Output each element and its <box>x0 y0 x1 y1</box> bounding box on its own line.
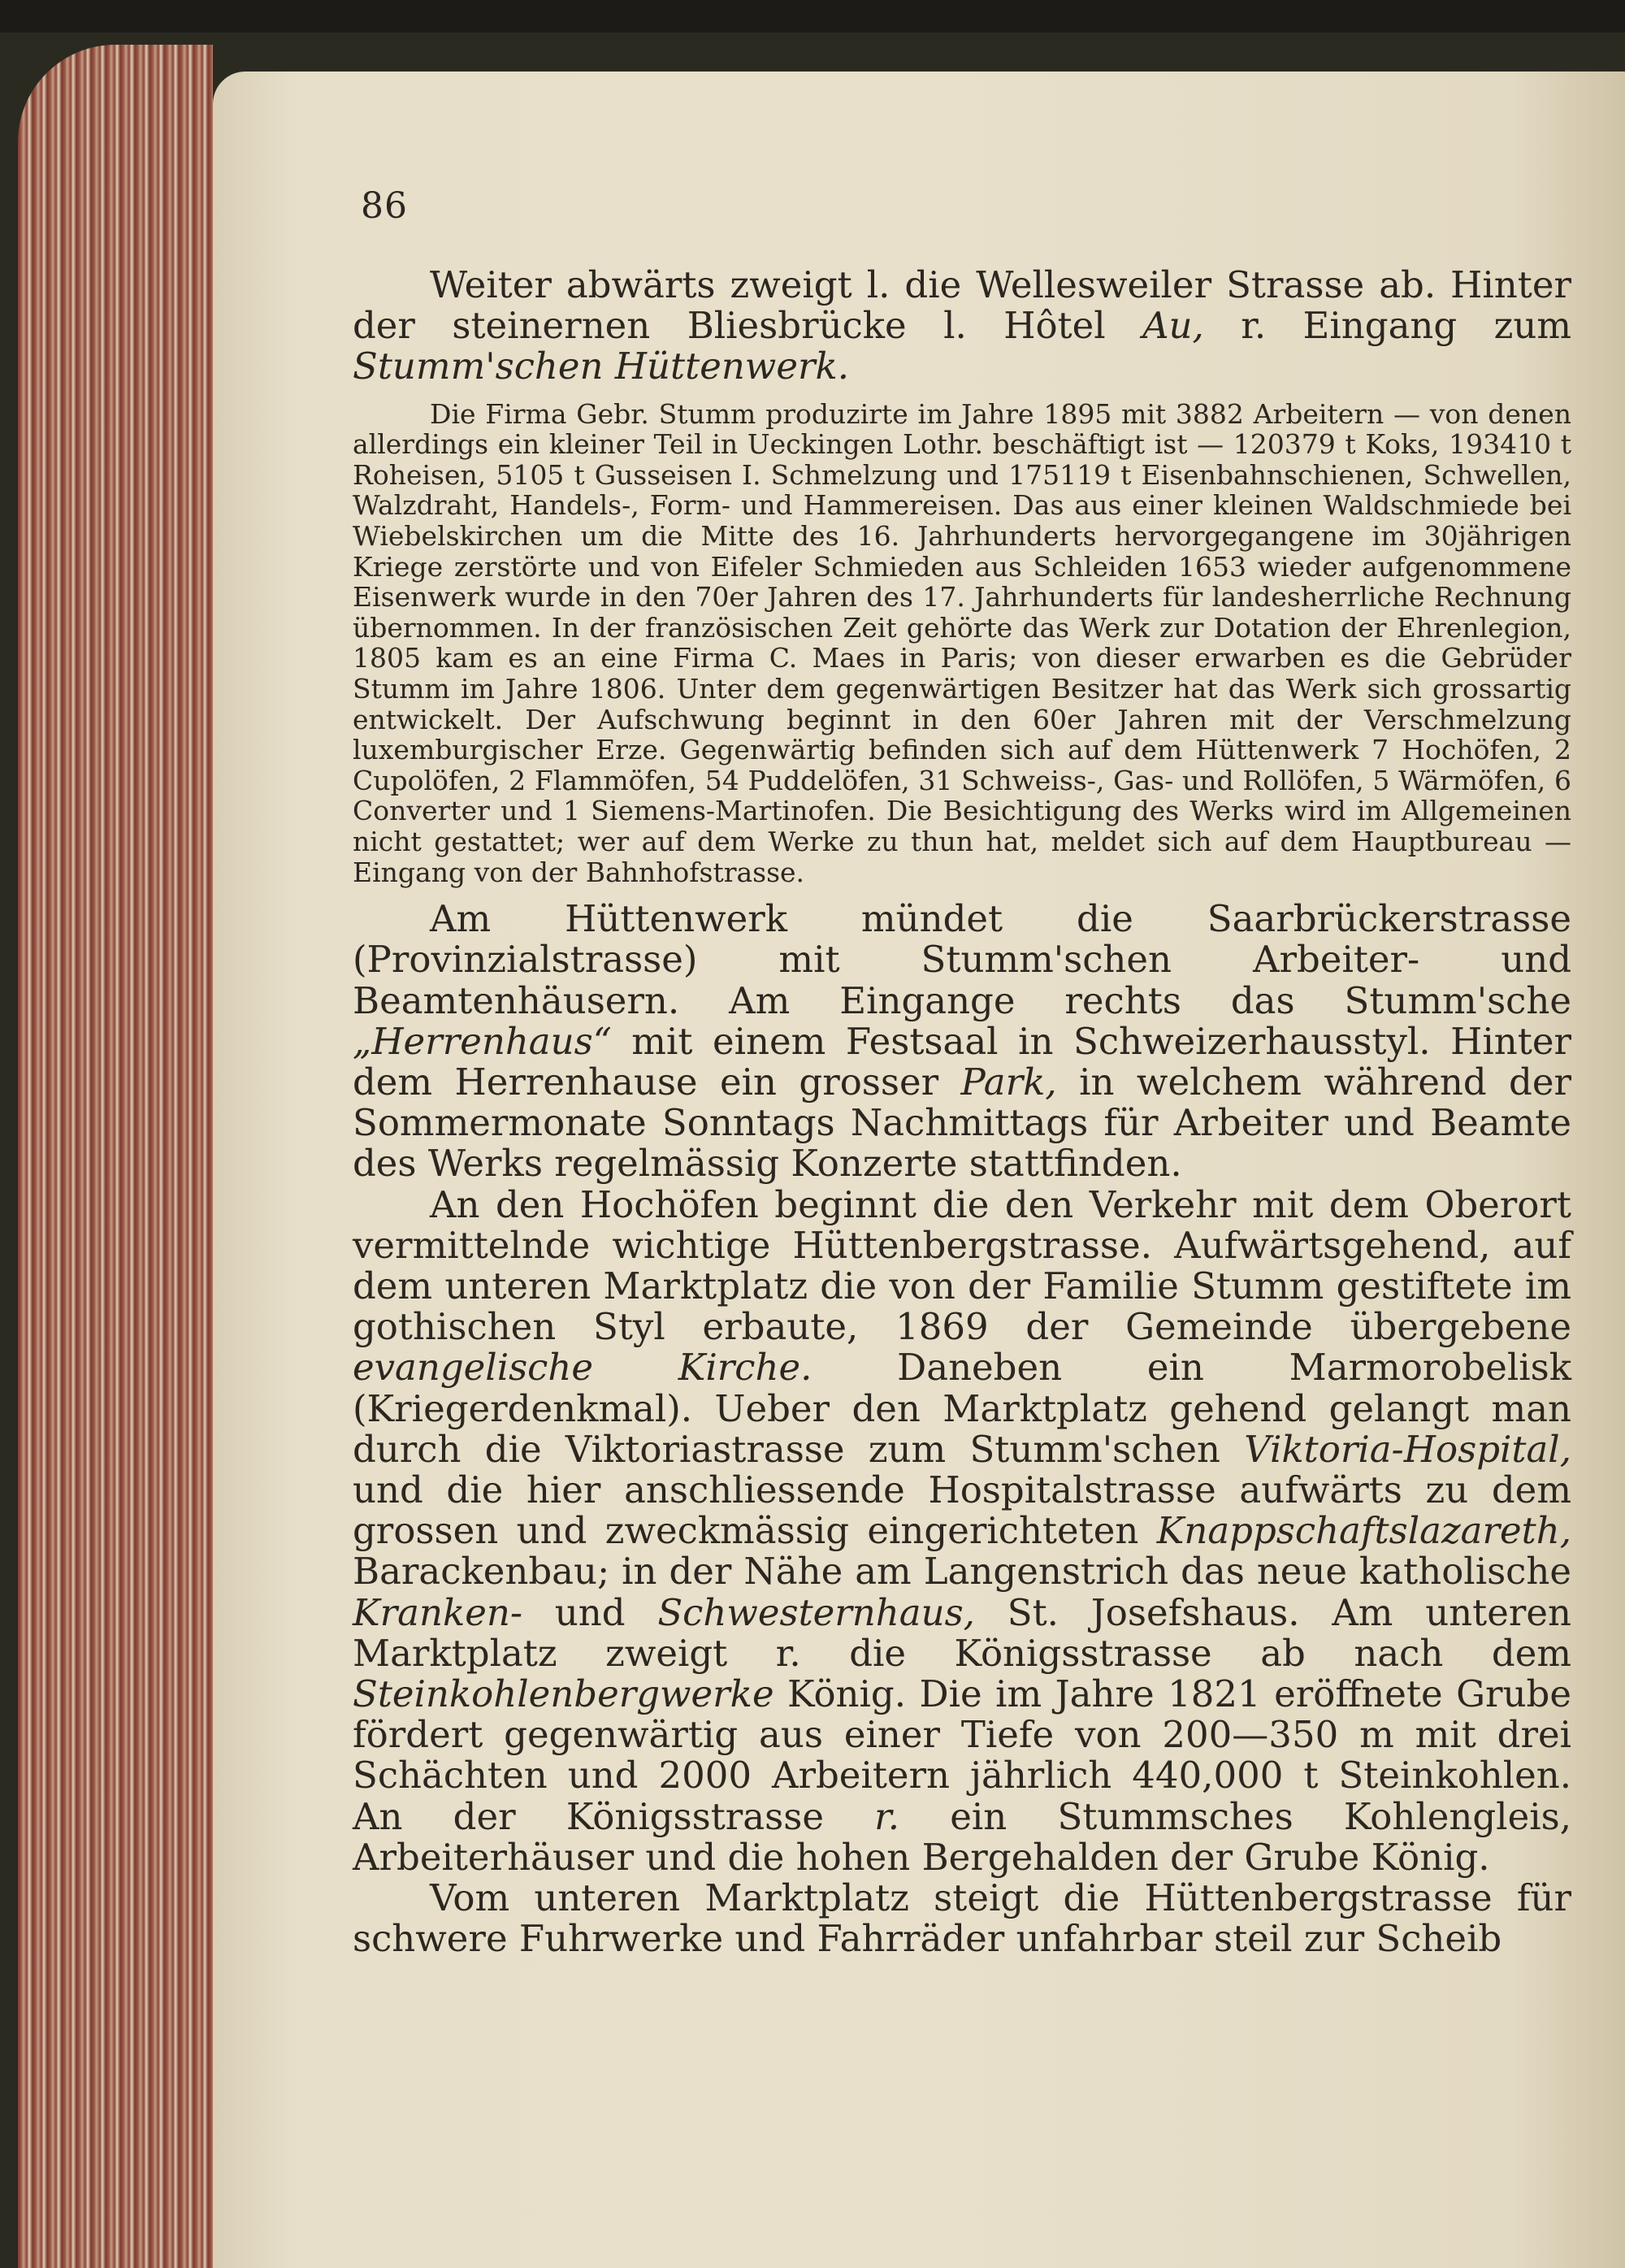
paragraph <box>353 1878 1571 1959</box>
text-run: Barackenbau; in der Nähe am Langenstrich das neue katholische <box>353 1550 1571 1594</box>
paragraph <box>353 899 1571 1184</box>
italic-run: Au, <box>1142 304 1204 348</box>
text-run: Daneben ein Marmorobelisk (Kriegerdenkmal). Ueber den Marktplatz gehend gelangt man durch die Viktoriastrasse zum Stumm'schen <box>353 1346 1571 1471</box>
page-number: 86 <box>361 185 408 227</box>
text-run: und die hier anschliessende Hospitalstrasse aufwärts zu dem grossen und zweckmässig eingerichteten <box>353 1468 1571 1553</box>
text-run: ein Stummsches Kohlengleis, Arbeiterhäuser und die hohen Bergehalden der Grube König. <box>353 1794 1571 1879</box>
text-run: König. Die im Jahre 1821 eröffnete Grube fördert gegenwärtig aus einer Tiefe von 200—350 m mit drei Schächten und 2000 Arbeitern jährlich 440,000 t Steinkohlen. An der Königsstrasse <box>353 1672 1571 1838</box>
italic-run: Stumm'schen Hüttenwerk. <box>353 345 850 388</box>
italic-run: Knappschaftslazareth, <box>1156 1509 1571 1553</box>
italic-run: r. <box>874 1794 900 1838</box>
italic-run: Schwesternhaus, <box>657 1590 975 1634</box>
text-run: Weiter abwärts zweigt l. die Wellesweiler Strasse ab. Hinter der steinernen Bliesbrücke l. Hôtel <box>353 263 1571 348</box>
text-run: An den Hochöfen beginnt die den Verkehr mit dem Oberort vermittelnde wichtige Hüttenbergstrasse. Aufwärtsgehend, auf dem unteren Marktplatz die von der Familie Stumm gestiftete im gothischen Styl erbaute, 1869 der Gemeinde übergebene <box>353 1182 1571 1349</box>
text-run: Vom unteren Marktplatz steigt die Hüttenbergstrasse für schwere Fuhrwerke und Fahrräder unfahrbar steil zur Scheib <box>353 1876 1571 1961</box>
small-print-paragraph <box>353 399 1571 888</box>
text-run: Am Hüttenwerk mündet die Saarbrückerstrasse (Provinzialstrasse) mit Stumm'schen Arbeiter- und Beamtenhäusern. Am Eingange rechts das Stumm'sche <box>353 897 1571 1022</box>
text-run: St. Josefshaus. Am unteren Marktplatz zweigt r. die Königsstrasse ab nach dem <box>353 1590 1571 1675</box>
text-run: mit einem Festsaal in Schweizerhausstyl. Hinter dem Herrenhause ein grosser <box>353 1019 1571 1104</box>
text-run: in welchem während der Sommermonate Sonntags Nachmittags für Arbeiter und Beamte des Werks regelmässig Konzerte stattfinden. <box>353 1060 1571 1186</box>
paragraph <box>353 1182 1571 1879</box>
italic-run: Steinkohlenbergwerke <box>353 1672 774 1715</box>
text-run: r. Eingang zum <box>1203 304 1571 348</box>
italic-run: Kranken- <box>353 1590 523 1634</box>
italic-run: Viktoria-Hospital, <box>1244 1427 1571 1471</box>
italic-run: evangelische Kirche. <box>353 1346 812 1390</box>
text-run: und <box>522 1590 658 1634</box>
page-edges <box>18 45 213 2268</box>
text-run: Die Firma Gebr. Stumm produzirte im Jahre 1895 mit 3882 Arbeitern — von denen allerdings ein kleiner Teil in Ueckingen Lothr. beschäftigt ist — 120379 t Koks, 193410 t Roheisen, 5105 t Gusseisen I. Schmelzung und 175119 t Eisenbahnschienen, Schwellen, Walzdraht, Handels-, Form- und Hammereisen. Das aus einer kleinen Waldschmiede bei Wiebelskirchen um die Mitte des 16. Jahrhunderts hervorgegangene im 30jährigen Kriege zerstörte und von Eifeler Schmieden aus Schleiden 1653 wieder aufgenommene Eisenwerk wurde in den 70er Jahren des 17. Jahrhunderts für landesherrliche Rechnung übernommen. In der französischen Zeit gehörte das Werk zur Dotation der Ehrenlegion, 1805 kam es an eine Firma C. Maes in Paris; von dieser erwarben es die Gebrüder Stumm im Jahre 1806. Unter dem gegenwärtigen Besitzer hat das Werk sich grossartig entwickelt. Der Aufschwung beginnt in den 60er Jahren mit der Verschmelzung luxemburgischer Erze. Gegenwärtig befinden sich auf dem Hüttenwerk 7 Hochöfen, 2 Cupolöfen, 2 Flammöfen, 54 Puddelöfen, 31 Schweiss-, Gas- und Rollöfen, 5 Wärmöfen, 6 Converter und 1 Siemens-Martinofen. Die Besichtigung des Werks wird im Allgemeinen nicht gestattet; wer auf dem Werke zu thun hat, meldet sich auf dem Hauptbureau — Eingang von der Bahnhofstrasse. <box>353 397 1571 888</box>
text-column <box>353 265 1571 1959</box>
italic-run: Park, <box>960 1060 1057 1104</box>
book-page <box>213 72 1625 2268</box>
italic-run: „Herrenhaus“ <box>353 1019 612 1063</box>
paragraph <box>353 265 1571 388</box>
